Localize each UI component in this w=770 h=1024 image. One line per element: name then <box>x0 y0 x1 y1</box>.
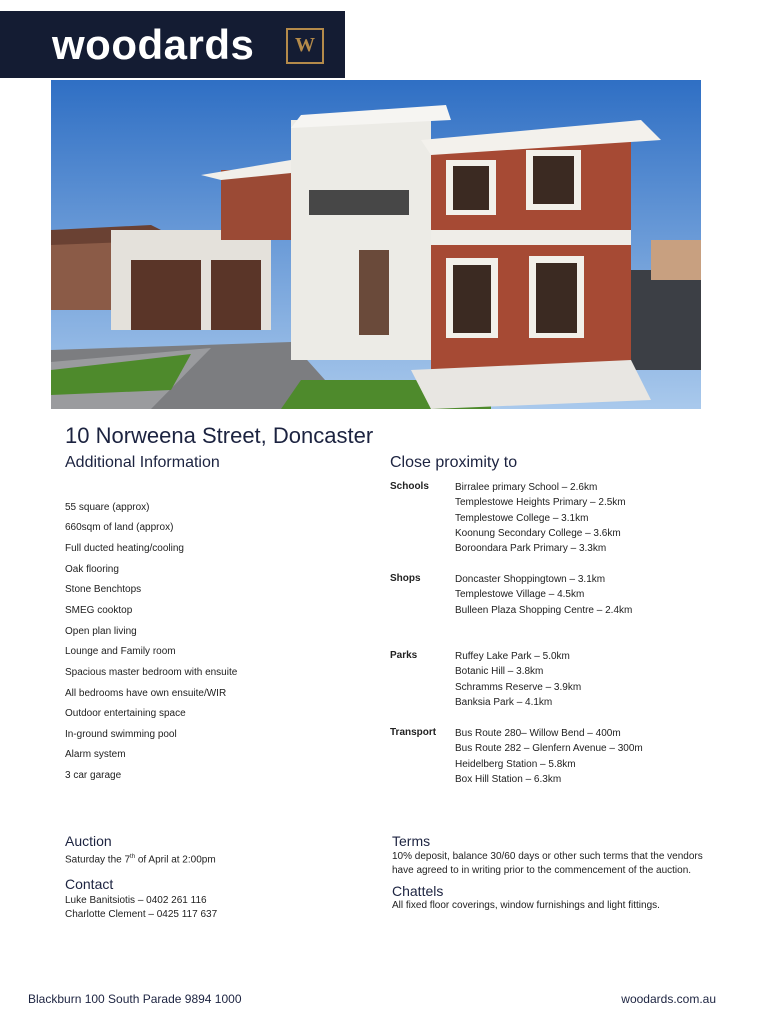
footer-office: Blackburn 100 South Parade 9894 1000 <box>28 992 242 1006</box>
auction-date <box>65 850 216 867</box>
contact-line: Luke Banitsiotis – 0402 261 116 <box>65 895 207 906</box>
terms-line: 10% deposit, balance 30/60 days or other such terms that the vendors <box>392 851 703 862</box>
proximity-item: Heidelberg Station – 5.8km <box>455 758 576 770</box>
proximity-label-parks: Parks <box>390 650 418 661</box>
property-photo <box>51 80 701 409</box>
contact-list <box>65 894 217 922</box>
proximity-heading: Close proximity to <box>390 454 518 471</box>
proximity-item: Templestowe College – 3.1km <box>455 512 589 524</box>
auction-date-prefix: Saturday the 7 <box>65 854 131 866</box>
proximity-item: Templestowe Village – 4.5km <box>455 589 585 601</box>
proximity-item: Schramms Reserve – 3.9km <box>455 681 582 693</box>
proximity-list-shops <box>455 572 632 618</box>
proximity-list-parks <box>455 649 581 710</box>
feature-item: SMEG cooktop <box>65 605 133 616</box>
proximity-item: Boroondara Park Primary – 3.3km <box>455 543 607 555</box>
chattels-text: All fixed floor coverings, window furnishings and light fittings. <box>392 900 660 911</box>
feature-item: Spacious master bedroom with ensuite <box>65 667 238 678</box>
brand-logo-mark: W <box>286 28 324 64</box>
proximity-item: Ruffey Lake Park – 5.0km <box>455 651 570 662</box>
feature-item: 660sqm of land (approx) <box>65 522 174 533</box>
proximity-item: Box Hill Station – 6.3km <box>455 773 562 785</box>
feature-item: Open plan living <box>65 626 137 637</box>
proximity-label-schools: Schools <box>390 481 429 492</box>
feature-item: Outdoor entertaining space <box>65 708 186 719</box>
feature-item: Full ducted heating/cooling <box>65 543 184 554</box>
auction-date-ordinal: th <box>130 854 136 860</box>
feature-item: Stone Benchtops <box>65 584 142 595</box>
feature-item: In-ground swimming pool <box>65 729 177 740</box>
proximity-item: Templestowe Heights Primary – 2.5km <box>455 497 626 509</box>
property-address: 10 Norweena Street, Doncaster <box>65 423 374 448</box>
feature-item: Lounge and Family room <box>65 646 176 657</box>
auction-date-suffix: of April at 2:00pm <box>135 854 216 866</box>
additional-heading: Additional Information <box>65 454 220 471</box>
proximity-item: Botanic Hill – 3.8km <box>455 666 544 678</box>
proximity-item: Bulleen Plaza Shopping Centre – 2.4km <box>455 604 633 616</box>
auction-heading: Auction <box>65 833 112 849</box>
feature-item: 55 square (approx) <box>65 502 150 513</box>
proximity-item: Koonung Secondary College – 3.6km <box>455 527 621 539</box>
proximity-list-transport <box>455 726 643 787</box>
proximity-item: Banksia Park – 4.1km <box>455 696 553 708</box>
proximity-label-transport: Transport <box>390 727 437 738</box>
feature-item: 3 car garage <box>65 770 122 781</box>
proximity-label-shops: Shops <box>390 573 421 584</box>
proximity-list-schools <box>455 480 626 556</box>
chattels-heading: Chattels <box>392 883 444 899</box>
terms-text <box>392 850 703 878</box>
feature-item: All bedrooms have own ensuite/WIR <box>65 688 227 699</box>
proximity-item: Birralee primary School – 2.6km <box>455 482 598 493</box>
terms-line: have agreed to in writing prior to the commencement of the auction. <box>392 865 692 876</box>
contact-heading: Contact <box>65 876 114 892</box>
feature-item: Alarm system <box>65 749 126 760</box>
proximity-item: Bus Route 282 – Glenfern Avenue – 300m <box>455 743 643 755</box>
brand-logo-text: woodards <box>52 21 255 68</box>
feature-item: Oak flooring <box>65 564 119 575</box>
proximity-item: Bus Route 280– Willow Bend – 400m <box>455 728 621 739</box>
contact-line: Charlotte Clement – 0425 117 637 <box>65 909 218 920</box>
terms-heading: Terms <box>392 833 431 849</box>
footer-website-link[interactable]: woodards.com.au <box>621 992 716 1006</box>
proximity-item: Doncaster Shoppingtown – 3.1km <box>455 574 606 585</box>
